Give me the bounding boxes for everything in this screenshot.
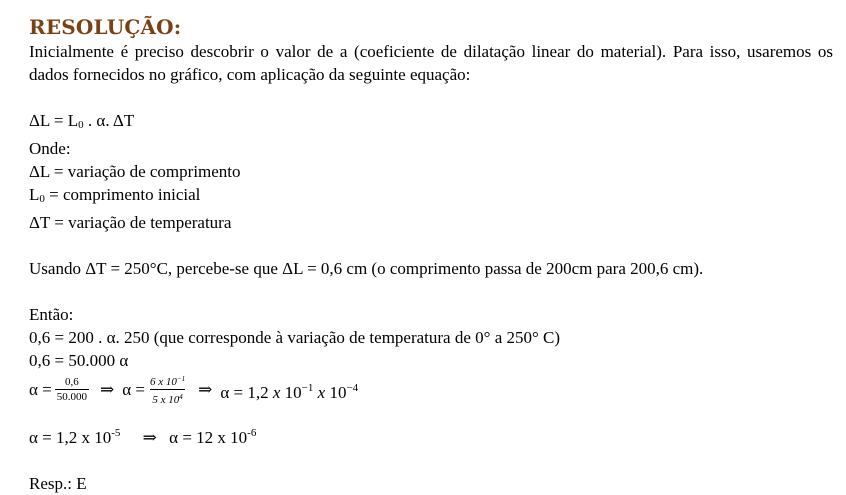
definition-l0: [29, 183, 833, 211]
fraction-numerator: 0,6: [65, 376, 79, 388]
alpha-equals: α =: [122, 380, 145, 399]
result-prefix: α = 1,2: [220, 382, 273, 402]
resolution-document: [29, 14, 833, 495]
exponent: −4: [346, 381, 359, 394]
step-2: 0,6 = 50.000 α: [29, 351, 129, 370]
definition-delta-t: ΔT = variação de temperatura: [29, 213, 232, 232]
fraction-0-6-over-50000: [55, 376, 89, 404]
alpha-result-2: α = 12 x 10: [169, 428, 248, 447]
l0-symbol: L: [29, 185, 40, 204]
times-symbol: x: [317, 382, 326, 402]
implies-arrow: ⇒: [100, 380, 115, 399]
formula-subscript: 0: [78, 119, 84, 131]
ten-base: 10: [325, 382, 347, 402]
step-3-fractions: [29, 372, 833, 408]
spacer: [29, 449, 833, 472]
formula-lhs: ΔL = L: [29, 111, 79, 130]
fraction-numerator: [148, 373, 187, 389]
den-exponent: 4: [179, 393, 183, 401]
formula-rhs: . α. ΔT: [83, 111, 135, 130]
spacer: [29, 234, 833, 257]
fraction-denominator: 50.000: [56, 391, 87, 403]
usando-paragraph: Usando ΔT = 250°C, percebe-se que ΔL = 0,6 cm (o comprimento passa de 200cm para 200,6 cm).: [29, 259, 704, 278]
den-base: 5 x 10: [152, 394, 180, 406]
step-4: [29, 422, 833, 449]
exponent: -5: [111, 427, 121, 439]
intro-paragraph: Inicialmente é preciso descobrir o valor de a (coeficiente de dilatação linear do material). Para isso, usaremos os dados fornecidos no gráfico, com aplicação da seguinte equação:: [29, 42, 833, 84]
l0-text: = comprimento inicial: [44, 185, 201, 204]
answer: Resp.: E: [29, 474, 87, 493]
spacer: [29, 86, 833, 109]
exponent: −1: [301, 381, 314, 394]
result-expression: [220, 372, 358, 409]
implies-arrow: ⇒: [198, 380, 213, 399]
entao-label: Então:: [29, 305, 74, 324]
num-exponent: −1: [176, 375, 186, 383]
implies-arrow: ⇒: [142, 428, 157, 447]
spacer: [29, 280, 833, 303]
fraction-scientific: [148, 373, 187, 407]
main-formula: [29, 109, 833, 137]
definition-delta-l: ΔL = variação de comprimento: [29, 162, 241, 181]
onde-label: Onde:: [29, 139, 71, 158]
num-base: 6 x 10: [150, 376, 177, 388]
exponent: -6: [247, 427, 257, 439]
section-title: RESOLUÇÃO:: [29, 15, 182, 39]
fraction-denominator: [150, 389, 184, 407]
times-symbol: x: [272, 382, 281, 402]
alpha-result-1: α = 1,2 x 10: [29, 428, 112, 447]
ten-base: 10: [280, 382, 302, 402]
l0-subscript: 0: [39, 193, 45, 205]
spacer: [29, 408, 833, 422]
alpha-equals: α =: [29, 380, 52, 399]
step-1: 0,6 = 200 . α. 250 (que corresponde à variação de temperatura de 0° a 250° C): [29, 328, 561, 347]
